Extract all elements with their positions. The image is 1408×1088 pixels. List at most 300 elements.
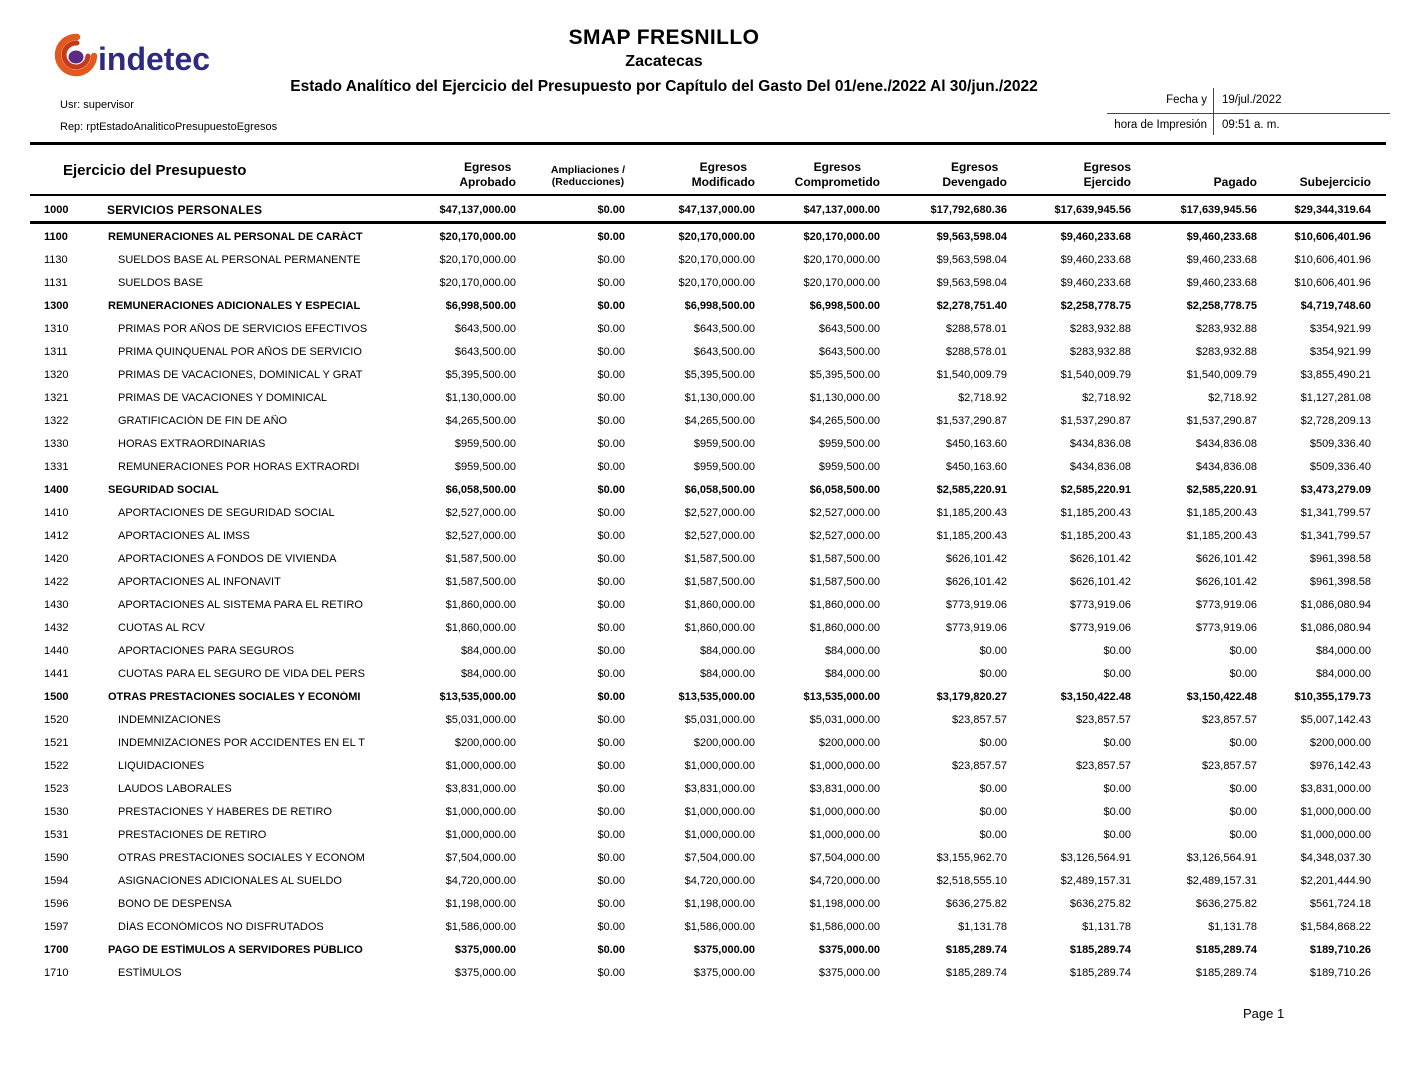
row-value-aprobado: $1,587,500.00 — [445, 552, 516, 565]
row-value-modificado: $643,500.00 — [693, 345, 755, 358]
row-value-pagado: $1,540,009.79 — [1186, 368, 1257, 381]
row-value-devengado: $9,563,598.04 — [936, 230, 1007, 243]
row-value-aprobado: $3,831,000.00 — [445, 782, 516, 795]
row-description: HORAS EXTRAORDINARIAS — [118, 437, 266, 450]
row-value-pagado: $636,275.82 — [1195, 897, 1257, 910]
row-value-modificado: $5,395,500.00 — [684, 368, 755, 381]
row-value-modificado: $84,000.00 — [699, 644, 755, 657]
row-value-ejercido: $23,857.57 — [1075, 713, 1131, 726]
row-value-pagado: $434,836.08 — [1195, 437, 1257, 450]
row-value-devengado: $3,155,962.70 — [936, 851, 1007, 864]
row-value-ampliaciones: $0.00 — [597, 644, 625, 657]
row-value-pagado: $23,857.57 — [1201, 759, 1257, 772]
row-code: 1522 — [44, 759, 69, 772]
row-value-pagado: $2,585,220.91 — [1186, 483, 1257, 496]
row-value-ejercido: $3,126,564.91 — [1060, 851, 1131, 864]
row-code: 1440 — [44, 644, 69, 657]
row-value-ejercido: $1,185,200.43 — [1060, 506, 1131, 519]
row-value-modificado: $6,998,500.00 — [684, 299, 755, 312]
row-value-devengado: $636,275.82 — [945, 897, 1007, 910]
row-value-ejercido: $2,718.92 — [1082, 391, 1131, 404]
row-value-comprometido: $1,198,000.00 — [809, 897, 880, 910]
row-description: BONO DE DESPENSA — [118, 897, 232, 910]
row-value-pagado: $1,185,200.43 — [1186, 506, 1257, 519]
table-row — [44, 363, 1371, 386]
row-value-pagado: $0.00 — [1229, 736, 1257, 749]
row-value-subejercicio: $961,398.58 — [1309, 552, 1371, 565]
row-value-ampliaciones: $0.00 — [597, 920, 625, 933]
row-code: 1322 — [44, 414, 69, 427]
row-value-aprobado: $2,527,000.00 — [445, 529, 516, 542]
row-value-ampliaciones: $0.00 — [597, 897, 625, 910]
row-value-devengado: $2,718.92 — [958, 391, 1007, 404]
table-row — [44, 731, 1371, 754]
row-value-aprobado: $6,058,500.00 — [445, 483, 516, 496]
row-description: PRIMA QUINQUENAL POR AÑOS DE SERVICIO — [118, 345, 362, 358]
row-value-comprometido: $47,137,000.00 — [803, 203, 880, 216]
row-value-modificado: $13,535,000.00 — [678, 690, 755, 703]
row-value-pagado: $0.00 — [1229, 782, 1257, 795]
row-value-comprometido: $7,504,000.00 — [809, 851, 880, 864]
row-value-devengado: $0.00 — [979, 782, 1007, 795]
table-title: Ejercicio del Presupuesto — [63, 161, 247, 179]
row-value-ampliaciones: $0.00 — [597, 230, 625, 243]
row-value-devengado: $288,578.01 — [945, 345, 1007, 358]
row-value-devengado: $2,518,555.10 — [936, 874, 1007, 887]
row-value-modificado: $47,137,000.00 — [678, 203, 755, 216]
table-row — [44, 777, 1371, 800]
row-code: 1523 — [44, 782, 69, 795]
table-row — [44, 823, 1371, 846]
row-value-aprobado: $1,860,000.00 — [445, 621, 516, 634]
row-value-ejercido: $1,131.78 — [1082, 920, 1131, 933]
row-code: 1590 — [44, 851, 69, 864]
row-value-pagado: $0.00 — [1229, 805, 1257, 818]
row-description: DÍAS ECONÓMICOS NO DISFRUTADOS — [118, 920, 324, 933]
row-value-modificado: $4,720,000.00 — [684, 874, 755, 887]
row-value-pagado: $0.00 — [1229, 667, 1257, 680]
row-description: APORTACIONES A FONDOS DE VIVIENDA — [118, 552, 337, 565]
row-value-pagado: $0.00 — [1229, 828, 1257, 841]
row-value-comprometido: $4,720,000.00 — [809, 874, 880, 887]
row-value-ampliaciones: $0.00 — [597, 966, 625, 979]
row-code: 1420 — [44, 552, 69, 565]
row-value-pagado: $773,919.06 — [1195, 598, 1257, 611]
row-value-pagado: $626,101.42 — [1195, 575, 1257, 588]
table-row — [44, 455, 1371, 478]
row-value-modificado: $200,000.00 — [693, 736, 755, 749]
row-value-subejercicio: $84,000.00 — [1315, 644, 1371, 657]
row-code: 1320 — [44, 368, 69, 381]
row-value-aprobado: $1,000,000.00 — [445, 805, 516, 818]
row-value-modificado: $1,000,000.00 — [684, 759, 755, 772]
row-description: APORTACIONES DE SEGURIDAD SOCIAL — [118, 506, 335, 519]
row-value-comprometido: $1,860,000.00 — [809, 621, 880, 634]
row-value-devengado: $17,792,680.36 — [930, 203, 1007, 216]
row-value-ampliaciones: $0.00 — [597, 782, 625, 795]
row-value-comprometido: $2,527,000.00 — [809, 506, 880, 519]
row-value-pagado: $3,126,564.91 — [1186, 851, 1257, 864]
row-value-aprobado: $13,535,000.00 — [439, 690, 516, 703]
row-value-ejercido: $626,101.42 — [1069, 575, 1131, 588]
row-value-devengado: $9,563,598.04 — [936, 253, 1007, 266]
row-value-aprobado: $4,265,500.00 — [445, 414, 516, 427]
table-row — [44, 892, 1371, 915]
row-value-aprobado: $5,395,500.00 — [445, 368, 516, 381]
row-value-devengado: $0.00 — [979, 667, 1007, 680]
row-description: GRATIFICACIÓN DE FIN DE AÑO — [118, 414, 288, 427]
row-description: ESTÍMULOS — [118, 966, 182, 979]
row-value-devengado: $1,185,200.43 — [936, 506, 1007, 519]
row-value-ampliaciones: $0.00 — [597, 943, 625, 956]
row-value-devengado: $1,131.78 — [958, 920, 1007, 933]
row-value-modificado: $3,831,000.00 — [684, 782, 755, 795]
row-value-comprometido: $84,000.00 — [824, 667, 880, 680]
row-description: APORTACIONES AL INFONAVIT — [118, 575, 281, 588]
org-state: Zacatecas — [625, 53, 703, 70]
row-value-devengado: $0.00 — [979, 736, 1007, 749]
row-value-devengado: $185,289.74 — [945, 966, 1007, 979]
table-row — [44, 754, 1371, 777]
row-value-subejercicio: $4,348,037.30 — [1300, 851, 1371, 864]
row-value-ejercido: $283,932.88 — [1069, 345, 1131, 358]
row-code: 1597 — [44, 920, 69, 933]
row-value-modificado: $959,500.00 — [693, 437, 755, 450]
row-value-modificado: $375,000.00 — [693, 943, 755, 956]
table-row — [44, 225, 1371, 248]
row-value-comprometido: $1,587,500.00 — [809, 575, 880, 588]
column-header-modificado: Egresos Modificado — [691, 160, 755, 189]
row-value-devengado: $1,537,290.87 — [936, 414, 1007, 427]
row-description: INDEMNIZACIONES POR ACCIDENTES EN EL T — [118, 736, 365, 749]
row-value-modificado: $375,000.00 — [693, 966, 755, 979]
row-description: SUELDOS BASE AL PERSONAL PERMANENTE — [118, 253, 361, 266]
row-value-devengado: $23,857.57 — [951, 713, 1007, 726]
table-row — [44, 685, 1371, 708]
row-value-aprobado: $375,000.00 — [454, 943, 516, 956]
row-value-subejercicio: $509,336.40 — [1309, 437, 1371, 450]
row-value-comprometido: $959,500.00 — [818, 460, 880, 473]
row-value-pagado: $23,857.57 — [1201, 713, 1257, 726]
row-value-subejercicio: $10,606,401.96 — [1294, 253, 1371, 266]
row-value-aprobado: $4,720,000.00 — [445, 874, 516, 887]
table-body — [44, 198, 1371, 984]
row-code: 1410 — [44, 506, 69, 519]
row-value-ampliaciones: $0.00 — [597, 253, 625, 266]
logo-text: indetec — [98, 41, 211, 77]
row-value-aprobado: $6,998,500.00 — [445, 299, 516, 312]
page-title: Estado Analítico del Ejercicio del Presupuesto por Capítulo del Gasto Del 01/ene./2022 Al 30/jun./2022 — [290, 78, 1038, 95]
table-row — [44, 409, 1371, 432]
row-value-subejercicio: $29,344,319.64 — [1294, 203, 1371, 216]
row-value-modificado: $643,500.00 — [693, 322, 755, 335]
row-value-pagado: $2,718.92 — [1208, 391, 1257, 404]
row-value-ejercido: $23,857.57 — [1075, 759, 1131, 772]
row-value-devengado: $9,563,598.04 — [936, 276, 1007, 289]
column-header-aprobado: Egresos Aprobado — [459, 160, 516, 189]
row-value-devengado: $1,540,009.79 — [936, 368, 1007, 381]
row-value-modificado: $1,000,000.00 — [684, 828, 755, 841]
row-value-aprobado: $7,504,000.00 — [445, 851, 516, 864]
row-value-ampliaciones: $0.00 — [597, 414, 625, 427]
row-description: REMUNERACIONES POR HORAS EXTRAORDI — [118, 460, 360, 473]
row-description: LAUDOS LABORALES — [118, 782, 232, 795]
row-value-ejercido: $9,460,233.68 — [1060, 276, 1131, 289]
table-row — [44, 639, 1371, 662]
org-title: SMAP FRESNILLO — [568, 26, 760, 49]
row-value-subejercicio: $1,086,080.94 — [1300, 598, 1371, 611]
table-row — [44, 800, 1371, 823]
table-row — [44, 961, 1371, 984]
row-code: 1432 — [44, 621, 69, 634]
row-code: 1530 — [44, 805, 69, 818]
row-value-ejercido: $0.00 — [1103, 805, 1131, 818]
row-description: PAGO DE ESTÍMULOS A SERVIDORES PÚBLICO — [108, 943, 363, 956]
datetime-vertical-divider — [1213, 88, 1214, 135]
row-value-comprometido: $13,535,000.00 — [803, 690, 880, 703]
table-row — [44, 593, 1371, 616]
row-value-subejercicio: $189,710.26 — [1309, 966, 1371, 979]
table-row — [44, 198, 1371, 221]
row-value-ejercido: $185,289.74 — [1069, 943, 1131, 956]
row-value-pagado: $9,460,233.68 — [1186, 253, 1257, 266]
row-value-subejercicio: $3,855,490.21 — [1300, 368, 1371, 381]
row-value-comprometido: $1,860,000.00 — [809, 598, 880, 611]
row-value-ejercido: $626,101.42 — [1069, 552, 1131, 565]
row-value-ampliaciones: $0.00 — [597, 598, 625, 611]
row-value-comprometido: $643,500.00 — [818, 345, 880, 358]
row-value-devengado: $2,278,751.40 — [936, 299, 1007, 312]
row-code: 1000 — [44, 203, 69, 216]
row-value-modificado: $20,170,000.00 — [678, 253, 755, 266]
row-value-ejercido: $17,639,945.56 — [1054, 203, 1131, 216]
row-value-subejercicio: $561,724.18 — [1309, 897, 1371, 910]
row-value-modificado: $6,058,500.00 — [684, 483, 755, 496]
row-description: ASIGNACIONES ADICIONALES AL SUELDO — [118, 874, 342, 887]
row-description: REMUNERACIONES AL PERSONAL DE CARÁCT — [108, 230, 363, 243]
row-value-ampliaciones: $0.00 — [597, 529, 625, 542]
row-value-modificado: $1,130,000.00 — [684, 391, 755, 404]
row-value-ejercido: $283,932.88 — [1069, 322, 1131, 335]
row-value-comprometido: $2,527,000.00 — [809, 529, 880, 542]
row-value-devengado: $23,857.57 — [951, 759, 1007, 772]
row-value-comprometido: $20,170,000.00 — [803, 276, 880, 289]
row-value-aprobado: $84,000.00 — [460, 644, 516, 657]
row-value-modificado: $84,000.00 — [699, 667, 755, 680]
table-header-divider — [30, 194, 1386, 196]
row-value-ampliaciones: $0.00 — [597, 322, 625, 335]
row-value-pagado: $626,101.42 — [1195, 552, 1257, 565]
column-header-ampliaciones: Ampliaciones / (Reducciones) — [550, 163, 625, 189]
column-header-ejercido: Egresos Ejercido — [1083, 160, 1131, 189]
table-row — [44, 271, 1371, 294]
row-value-aprobado: $959,500.00 — [454, 460, 516, 473]
row-description: PRESTACIONES Y HABERES DE RETIRO — [118, 805, 332, 818]
column-header-pagado: Pagado — [1213, 174, 1257, 189]
row-code: 1311 — [44, 345, 68, 358]
row-value-pagado: $1,537,290.87 — [1186, 414, 1257, 427]
row-value-modificado: $2,527,000.00 — [684, 529, 755, 542]
row-value-aprobado: $20,170,000.00 — [439, 230, 516, 243]
row-value-modificado: $1,860,000.00 — [684, 598, 755, 611]
row-value-modificado: $1,587,500.00 — [684, 575, 755, 588]
row-code: 1400 — [44, 483, 69, 496]
row-description: OTRAS PRESTACIONES SOCIALES Y ECONÓMI — [108, 690, 361, 703]
row-value-devengado: $626,101.42 — [945, 575, 1007, 588]
row-value-ampliaciones: $0.00 — [597, 299, 625, 312]
row-code: 1430 — [44, 598, 69, 611]
row-description: APORTACIONES PARA SEGUROS — [118, 644, 295, 657]
row-code: 1422 — [44, 575, 69, 588]
row-value-modificado: $1,586,000.00 — [684, 920, 755, 933]
row-value-ejercido: $9,460,233.68 — [1060, 253, 1131, 266]
row-value-subejercicio: $4,719,748.60 — [1300, 299, 1371, 312]
row-value-aprobado: $84,000.00 — [460, 667, 516, 680]
row-description: CUOTAS AL RCV — [118, 621, 205, 634]
row-value-ejercido: $9,460,233.68 — [1060, 230, 1131, 243]
row-value-subejercicio: $3,473,279.09 — [1300, 483, 1371, 496]
chapter-total-divider — [30, 221, 1386, 224]
row-value-comprometido: $1,000,000.00 — [809, 759, 880, 772]
row-value-comprometido: $1,000,000.00 — [809, 828, 880, 841]
report-label: Rep: rptEstadoAnaliticoPresupuestoEgresos — [60, 121, 278, 133]
row-code: 1100 — [44, 230, 68, 243]
row-value-subejercicio: $200,000.00 — [1309, 736, 1371, 749]
row-value-modificado: $4,265,500.00 — [684, 414, 755, 427]
row-value-pagado: $3,150,422.48 — [1186, 690, 1257, 703]
row-value-aprobado: $1,198,000.00 — [445, 897, 516, 910]
row-value-subejercicio: $1,000,000.00 — [1300, 805, 1371, 818]
row-value-comprometido: $5,031,000.00 — [809, 713, 880, 726]
row-value-ampliaciones: $0.00 — [597, 713, 625, 726]
row-value-pagado: $185,289.74 — [1195, 966, 1257, 979]
row-code: 1412 — [44, 529, 69, 542]
row-value-subejercicio: $84,000.00 — [1315, 667, 1371, 680]
table-row — [44, 432, 1371, 455]
row-value-ejercido: $434,836.08 — [1069, 437, 1131, 450]
row-value-aprobado: $1,586,000.00 — [445, 920, 516, 933]
row-value-comprometido: $375,000.00 — [818, 943, 880, 956]
row-value-pagado: $1,185,200.43 — [1186, 529, 1257, 542]
header-divider — [30, 142, 1386, 145]
row-value-aprobado: $375,000.00 — [454, 966, 516, 979]
row-code: 1441 — [44, 667, 69, 680]
row-value-comprometido: $5,395,500.00 — [809, 368, 880, 381]
row-code: 1500 — [44, 690, 69, 703]
row-value-ejercido: $2,489,157.31 — [1060, 874, 1131, 887]
row-description: LIQUIDACIONES — [118, 759, 205, 772]
row-value-comprometido: $375,000.00 — [818, 966, 880, 979]
row-value-ampliaciones: $0.00 — [597, 506, 625, 519]
row-value-ampliaciones: $0.00 — [597, 759, 625, 772]
row-value-devengado: $288,578.01 — [945, 322, 1007, 335]
row-value-devengado: $2,585,220.91 — [936, 483, 1007, 496]
row-value-aprobado: $1,130,000.00 — [445, 391, 516, 404]
row-value-pagado: $0.00 — [1229, 644, 1257, 657]
row-value-devengado: $0.00 — [979, 644, 1007, 657]
row-code: 1330 — [44, 437, 69, 450]
row-value-modificado: $20,170,000.00 — [678, 230, 755, 243]
row-value-aprobado: $959,500.00 — [454, 437, 516, 450]
row-description: APORTACIONES AL IMSS — [118, 529, 250, 542]
row-value-modificado: $1,198,000.00 — [684, 897, 755, 910]
row-value-comprometido: $6,998,500.00 — [809, 299, 880, 312]
row-description: SEGURIDAD SOCIAL — [108, 483, 219, 496]
row-value-ampliaciones: $0.00 — [597, 667, 625, 680]
row-value-ampliaciones: $0.00 — [597, 736, 625, 749]
row-value-subejercicio: $1,086,080.94 — [1300, 621, 1371, 634]
row-code: 1300 — [44, 299, 69, 312]
row-value-subejercicio: $10,606,401.96 — [1294, 276, 1371, 289]
row-value-comprometido: $1,586,000.00 — [809, 920, 880, 933]
row-value-ampliaciones: $0.00 — [597, 552, 625, 565]
row-value-ampliaciones: $0.00 — [597, 874, 625, 887]
table-row — [44, 478, 1371, 501]
row-value-ejercido: $2,585,220.91 — [1060, 483, 1131, 496]
time-label: hora de Impresión — [1114, 119, 1207, 131]
row-value-pagado: $283,932.88 — [1195, 345, 1257, 358]
row-value-pagado: $9,460,233.68 — [1186, 276, 1257, 289]
row-value-subejercicio: $1,341,799.57 — [1300, 529, 1371, 542]
table-row — [44, 501, 1371, 524]
row-description: SUELDOS BASE — [118, 276, 203, 289]
row-value-subejercicio: $1,584,868.22 — [1300, 920, 1371, 933]
row-code: 1710 — [44, 966, 69, 979]
row-value-comprometido: $1,130,000.00 — [809, 391, 880, 404]
row-value-devengado: $450,163.60 — [945, 437, 1007, 450]
row-value-ampliaciones: $0.00 — [597, 483, 625, 496]
row-value-aprobado: $47,137,000.00 — [439, 203, 516, 216]
column-header-subejercicio: Subejercicio — [1299, 174, 1371, 189]
row-description: PRIMAS DE VACACIONES, DOMINICAL Y GRAT — [118, 368, 363, 381]
row-value-comprometido: $200,000.00 — [818, 736, 880, 749]
row-value-ampliaciones: $0.00 — [597, 276, 625, 289]
row-value-ejercido: $434,836.08 — [1069, 460, 1131, 473]
row-value-subejercicio: $1,000,000.00 — [1300, 828, 1371, 841]
row-value-ampliaciones: $0.00 — [597, 345, 625, 358]
row-value-aprobado: $20,170,000.00 — [439, 253, 516, 266]
row-value-ejercido: $636,275.82 — [1069, 897, 1131, 910]
row-code: 1531 — [44, 828, 69, 841]
table-header — [44, 150, 1371, 190]
row-value-aprobado: $1,587,500.00 — [445, 575, 516, 588]
row-value-devengado: $0.00 — [979, 828, 1007, 841]
row-value-ejercido: $1,185,200.43 — [1060, 529, 1131, 542]
row-code: 1594 — [44, 874, 69, 887]
row-value-pagado: $17,639,945.56 — [1180, 203, 1257, 216]
row-description: SERVICIOS PERSONALES — [107, 202, 263, 217]
row-value-subejercicio: $509,336.40 — [1309, 460, 1371, 473]
row-value-comprometido: $6,058,500.00 — [809, 483, 880, 496]
row-code: 1331 — [44, 460, 69, 473]
row-code: 1520 — [44, 713, 69, 726]
row-value-subejercicio: $2,201,444.90 — [1300, 874, 1371, 887]
row-value-subejercicio: $976,142.43 — [1309, 759, 1371, 772]
row-value-subejercicio: $10,355,179.73 — [1294, 690, 1371, 703]
row-value-devengado: $3,179,820.27 — [936, 690, 1007, 703]
row-value-modificado: $7,504,000.00 — [684, 851, 755, 864]
row-description: PRIMAS DE VACACIONES Y DOMINICAL — [118, 391, 328, 404]
row-value-aprobado: $1,860,000.00 — [445, 598, 516, 611]
row-value-ampliaciones: $0.00 — [597, 690, 625, 703]
row-value-ejercido: $185,289.74 — [1069, 966, 1131, 979]
row-value-ampliaciones: $0.00 — [597, 437, 625, 450]
row-value-pagado: $283,932.88 — [1195, 322, 1257, 335]
row-value-comprometido: $20,170,000.00 — [803, 253, 880, 266]
row-value-devengado: $626,101.42 — [945, 552, 1007, 565]
row-value-pagado: $773,919.06 — [1195, 621, 1257, 634]
page-number: Page 1 — [1243, 1006, 1285, 1021]
